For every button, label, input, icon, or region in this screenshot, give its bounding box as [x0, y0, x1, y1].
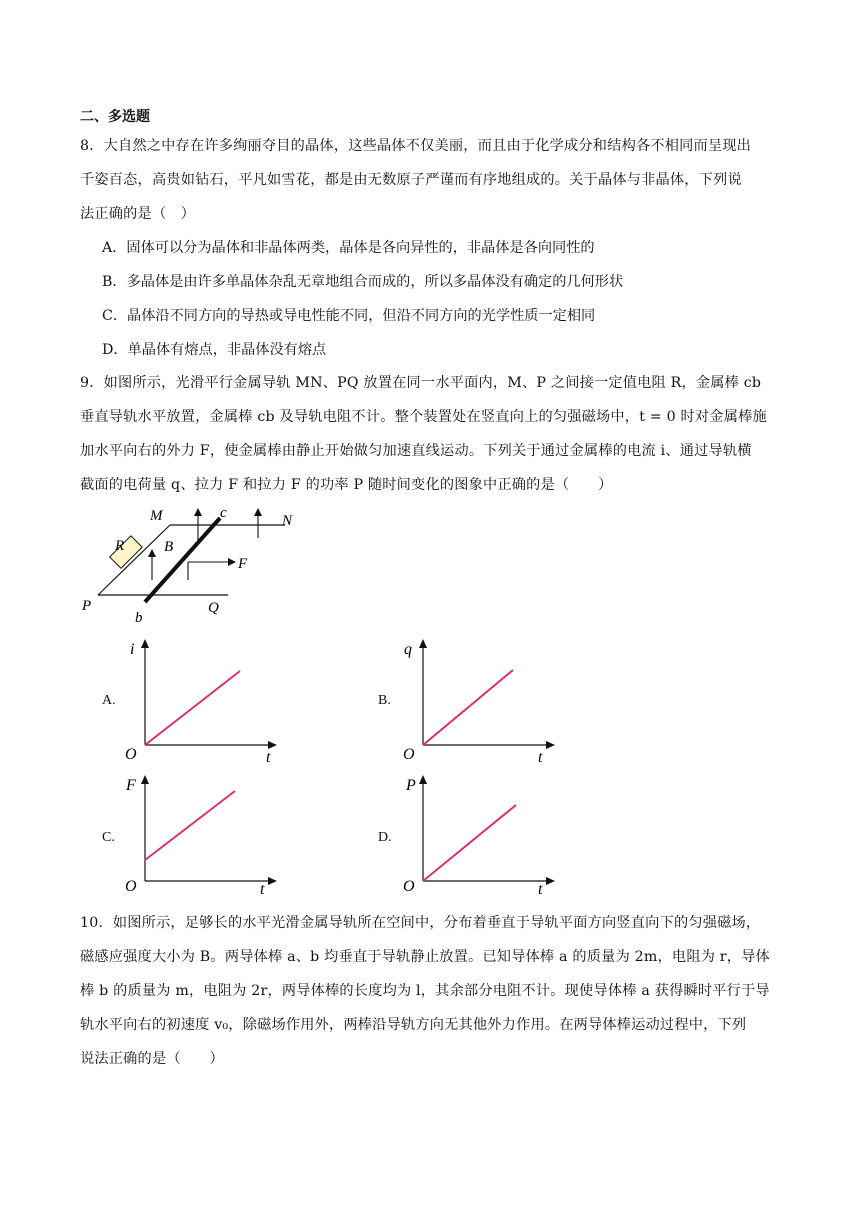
- label-p: P: [82, 598, 92, 614]
- q8-line-2: 千姿百态，高贵如钻石，平凡如雪花，都是由无数原子严谨而有序地组成的。关于晶体与非晶体，下列说: [80, 172, 742, 188]
- graph-d-option[interactable]: D.: [378, 830, 392, 845]
- graph-d: [398, 770, 568, 902]
- label-n: N: [282, 513, 293, 529]
- graph-a-origin: O: [125, 746, 137, 763]
- label-c: c: [220, 505, 227, 521]
- graph-c-origin: O: [125, 878, 137, 895]
- question-9-stem: [80, 366, 780, 502]
- graph-c: [120, 770, 290, 902]
- q8-option-c[interactable]: C．晶体沿不同方向的导热或导电性能不同，但沿不同方向的光学性质一定相同: [102, 308, 596, 324]
- q8-option-b[interactable]: B．多晶体是由许多单晶体杂乱无章地组合而成的，所以多晶体没有确定的几何形状: [102, 274, 624, 290]
- q10-line-1: 10．如图所示，足够长的水平光滑金属导轨所在空间中，分布着垂直于导轨平面方向竖直向下的匀强磁场，: [80, 915, 761, 931]
- q9-line-1: 9．如图所示，光滑平行金属导轨 MN、PQ 放置在同一水平面内，M、P 之间接一定值电阻 R，金属棒 cb: [80, 375, 762, 391]
- graph-b-line: [423, 670, 513, 745]
- graph-c-option[interactable]: C.: [102, 830, 115, 845]
- label-b-end: b: [135, 610, 143, 626]
- q9-line-3: 加水平向右的外力 F，使金属棒由静止开始做匀加速直线运动。下列关于通过金属棒的电流 i、通过导轨横: [80, 443, 752, 459]
- q8-option-a[interactable]: A．固体可以分为晶体和非晶体两类，晶体是各向异性的，非晶体是各向同性的: [102, 240, 595, 256]
- graph-a-xlabel: t: [266, 749, 271, 766]
- section-title: 二、多选题: [80, 109, 150, 125]
- graph-a-line: [145, 671, 240, 745]
- label-r: R: [115, 538, 125, 554]
- graph-a-option[interactable]: A.: [102, 693, 116, 708]
- label-q: Q: [208, 600, 219, 616]
- label-f: F: [238, 556, 248, 572]
- graph-c-xlabel: t: [260, 881, 265, 898]
- graph-b-origin: O: [403, 746, 415, 763]
- q8-option-d[interactable]: D．单晶体有熔点，非晶体没有熔点: [102, 342, 327, 358]
- graph-d-line: [423, 805, 516, 881]
- metal-rod-cb: [145, 518, 220, 602]
- graph-c-line: [145, 791, 235, 860]
- q9-line-2: 垂直导轨水平放置，金属棒 cb 及导轨电阻不计。整个装置处在竖直向上的匀强磁场中，t = 0 时对金属棒施: [80, 409, 767, 425]
- q9-line-4: 截面的电荷量 q、拉力 F 和拉力 F 的功率 P 随时间变化的图象中正确的是（ ）: [80, 477, 613, 493]
- graph-b-xlabel: t: [538, 749, 543, 766]
- graph-a-ylabel: i: [130, 641, 135, 658]
- graph-b: [398, 634, 568, 766]
- graph-d-origin: O: [403, 878, 415, 895]
- q10-line-5: 说法正确的是（ ）: [80, 1051, 224, 1067]
- q10-line-2: 磁感应强度大小为 B。两导体棒 a、b 均垂直于导轨静止放置。已知导体棒 a 的质量为 2m，电阻为 r，导体: [80, 949, 770, 965]
- question-8-stem: [80, 129, 780, 231]
- graph-d-ylabel: P: [406, 777, 416, 794]
- label-m: M: [150, 508, 163, 524]
- q8-line-3: 法正确的是（ ）: [80, 206, 196, 222]
- rail-circuit-diagram: [80, 500, 310, 630]
- graph-b-ylabel: q: [404, 641, 412, 658]
- graph-a: [120, 634, 290, 766]
- graph-d-xlabel: t: [538, 881, 543, 898]
- q10-line-4: 轨水平向右的初速度 v₀，除磁场作用外，两棒沿导轨方向无其他外力作用。在两导体棒运动过程中，下列: [80, 1017, 747, 1033]
- graph-c-ylabel: F: [126, 777, 136, 794]
- label-b-field: B: [164, 539, 174, 555]
- question-10-stem: [80, 906, 780, 1076]
- q8-line-1: 8．大自然之中存在许多绚丽夺目的晶体，这些晶体不仅美丽，而且由于化学成分和结构各不相同而呈现出: [80, 138, 752, 154]
- q10-line-3: 棒 b 的质量为 m，电阻为 2r，两导体棒的长度均为 l，其余部分电阻不计。现使导体棒 a 获得瞬时平行于导: [80, 983, 770, 999]
- graph-b-option[interactable]: B.: [378, 693, 391, 708]
